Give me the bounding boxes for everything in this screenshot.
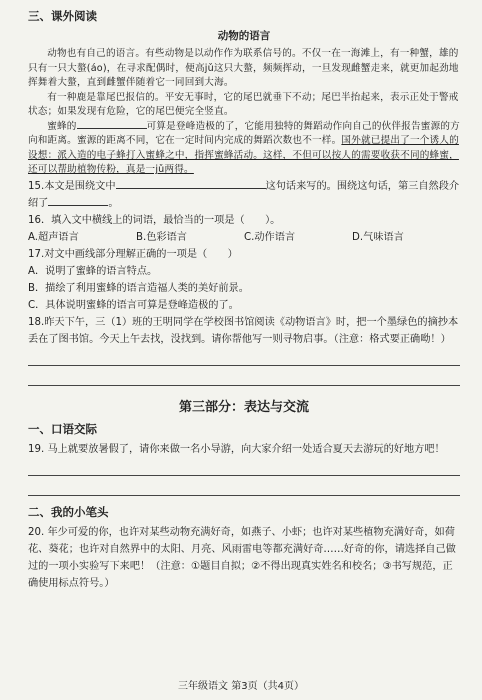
q15-blank-1[interactable] [116, 188, 266, 189]
q16-option-c[interactable]: C.动作语言 [244, 231, 296, 243]
q16-options [28, 229, 460, 246]
paragraph-3-body: 可算是登峰造极的了，它能用独特的舞蹈动作向自己的伙伴报告蜜源的方向和距离。蜜源的距离不同，它在一定时间内完成的舞蹈次数也不一样。 [28, 120, 460, 146]
section-heading: 三、课外阅读 [28, 9, 97, 23]
question-16: 16．填入文中横线上的词语，最恰当的一项是（ ）。 [28, 214, 281, 226]
question-19: 19. 马上就要放暑假了，请你来做一名小导游，向大家介绍一处适合夏天去游玩的好地方吧！ [28, 443, 445, 455]
q17-option-c[interactable]: C．具体说明蜜蜂的语言可算是登峰造极的了。 [28, 299, 239, 311]
article-title: 动物的语言 [217, 30, 271, 42]
question-15: 15.本文是围绕文中 这句话来写的。围绕这句话，第三自然段介绍了 。 [28, 180, 460, 209]
question-20: 20. 年少可爱的你，也许对某些动物充满好奇，如燕子、小虾；也许对某些植物充满好奇，如荷花、葵花；也许对自然界中的太阳、月亮、风雨雷电等都充满好奇……好奇的你，请选择自己做过的一项小实验写下来吧！（注意：①题目自拟；②不得出现真实姓名和校名；③书写规范，正确使用标点符号。） [28, 526, 456, 589]
underlined-passage: 国外就已提出了一个诱人的设想：派入造的电子蜂打入蜜蜂之中，指挥蜜蜂活动。这样，不但可以按人的需要收获不同的蜂蜜，还可以帮助植物传粉，真是一jǔ两得。 [28, 135, 459, 175]
answer-line[interactable] [28, 458, 460, 476]
q16-option-b[interactable]: B.色彩语言 [136, 231, 187, 243]
q17-option-b[interactable]: B．描绘了利用蜜蜂的语言造福人类的美好前景。 [28, 282, 249, 294]
q17-option-a[interactable]: A．说明了蜜蜂的语言特点。 [28, 265, 158, 277]
article-paragraph-3 [28, 120, 460, 178]
paragraph-3-start: 蜜蜂的 [47, 120, 77, 132]
page-footer: 三年级语文 第3页（共4页） [178, 681, 304, 692]
article-paragraph-2: 有一种鹿是靠尾巴报信的。平安无事时，它的尾巴就垂下不动；尾巴半抬起来，表示正处于警戒状态；如果发现有危险，它的尾巴便完全竖直。 [28, 91, 459, 117]
question-18: 18.昨天下午，三（1）班的王明同学在学校图书馆阅读《动物语言》时，把一个墨绿色的摘抄本丢在了图书馆。今天上午去找，没找到。请你帮他写一则寻物启事。（注意：格式要正确呦！） [28, 316, 459, 345]
q16-option-d[interactable]: D.气味语言 [352, 231, 404, 243]
q15-end: 这句话来写的。围绕这句话，第三自然段介绍了 [28, 180, 460, 209]
answer-line[interactable] [28, 368, 460, 386]
oral-heading: 一、口语交际 [28, 421, 97, 436]
answer-line[interactable] [28, 478, 460, 496]
writing-heading: 二、我的小笔头 [28, 504, 109, 519]
answer-blank[interactable] [77, 128, 147, 129]
question-17: 17.对文中画线部分理解正确的一项是（ ） [28, 248, 238, 260]
article-paragraph-1: 动物也有自己的语言。有些动物是以动作作为联系信号的。不仅一在一海滩上，有一种蟹，雄的只有一只大螯(áo)，在寻求配偶时，便高jǔ这只大螯，频频挥动，一旦发现雌蟹走来，就更加起劲地挥舞着大螯，直到雌蟹伴随着它一同回到大海。 [28, 48, 459, 88]
answer-line[interactable] [28, 348, 460, 366]
q15-start: 15.本文是围绕文中 [28, 180, 116, 192]
q16-option-a[interactable]: A.超声语言 [28, 231, 79, 243]
part-three-title: 第三部分：表达与交流 [178, 399, 309, 415]
q15-blank-2[interactable] [48, 205, 108, 206]
